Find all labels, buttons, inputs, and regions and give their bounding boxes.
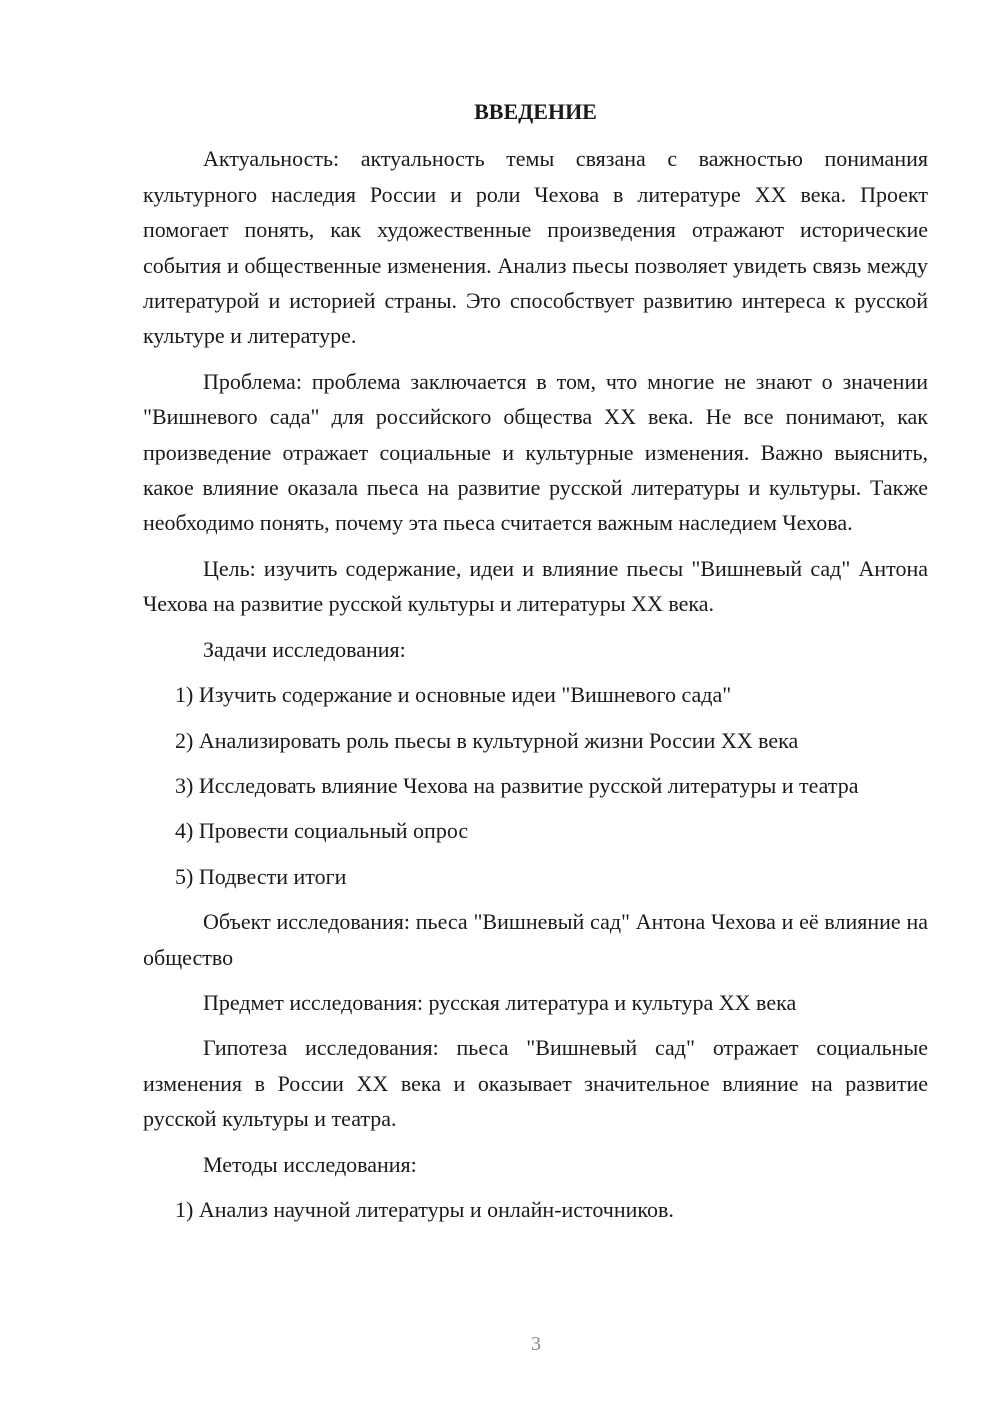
list-item: 1) Изучить содержание и основные идеи "Вишневого сада"	[175, 682, 732, 708]
list-item: 2) Анализировать роль пьесы в культурной жизни России XX века	[175, 727, 799, 753]
list-item: 4) Провести социальный опрос	[175, 818, 469, 844]
list-item: 5) Подвести итоги	[175, 863, 347, 889]
object-paragraph: Объект исследования: пьеса "Вишневый сад" Антона Чехова и её влияние на общество	[143, 909, 928, 970]
document-page	[143, 94, 928, 1237]
goal-paragraph: Цель: изучить содержание, идеи и влияние пьесы "Вишневый сад" Антона Чехова на развитие русской культуры и литературы XX века.	[143, 555, 928, 617]
hypothesis-paragraph: Гипотеза исследования: пьеса "Вишневый сад" отражает социальные изменения в России XX века и оказывает значительное влияние на развитие русской культуры и театра.	[143, 1035, 928, 1132]
problem-paragraph: Проблема: проблема заключается в том, что многие не знают о значении "Вишневого сада" для российского общества XX века. Не все понимают, как произведение отражает социальные и культурные изменения. Важно выяснить, какое влияние оказала пьеса на развитие русской литературы и культуры. Также необходимо понять, почему эта пьеса считается важным наследием Чехова.	[143, 368, 928, 536]
list-item: 1) Анализ научной литературы и онлайн-источников.	[175, 1196, 674, 1222]
relevance-paragraph: Актуальность: актуальность темы связана с важностью понимания культурного наследия России и роли Чехова в литературе XX века. Проект помогает понять, как художественные произведения отражают исторические события и общественные изменения. Анализ пьесы позволяет увидеть связь между литературой и историей страны. Это способствует развитию интереса к русской культуре и литературе.	[143, 146, 928, 349]
tasks-title: Задачи исследования:	[203, 636, 406, 662]
methods-title: Методы исследования:	[203, 1151, 417, 1177]
subject-paragraph: Предмет исследования: русская литература и культура XX века	[203, 989, 797, 1015]
page-number: 3	[531, 1333, 541, 1355]
page-title: ВВЕДЕНИЕ	[474, 99, 597, 124]
list-item: 3) Исследовать влияние Чехова на развитие русской литературы и театра	[175, 772, 859, 798]
